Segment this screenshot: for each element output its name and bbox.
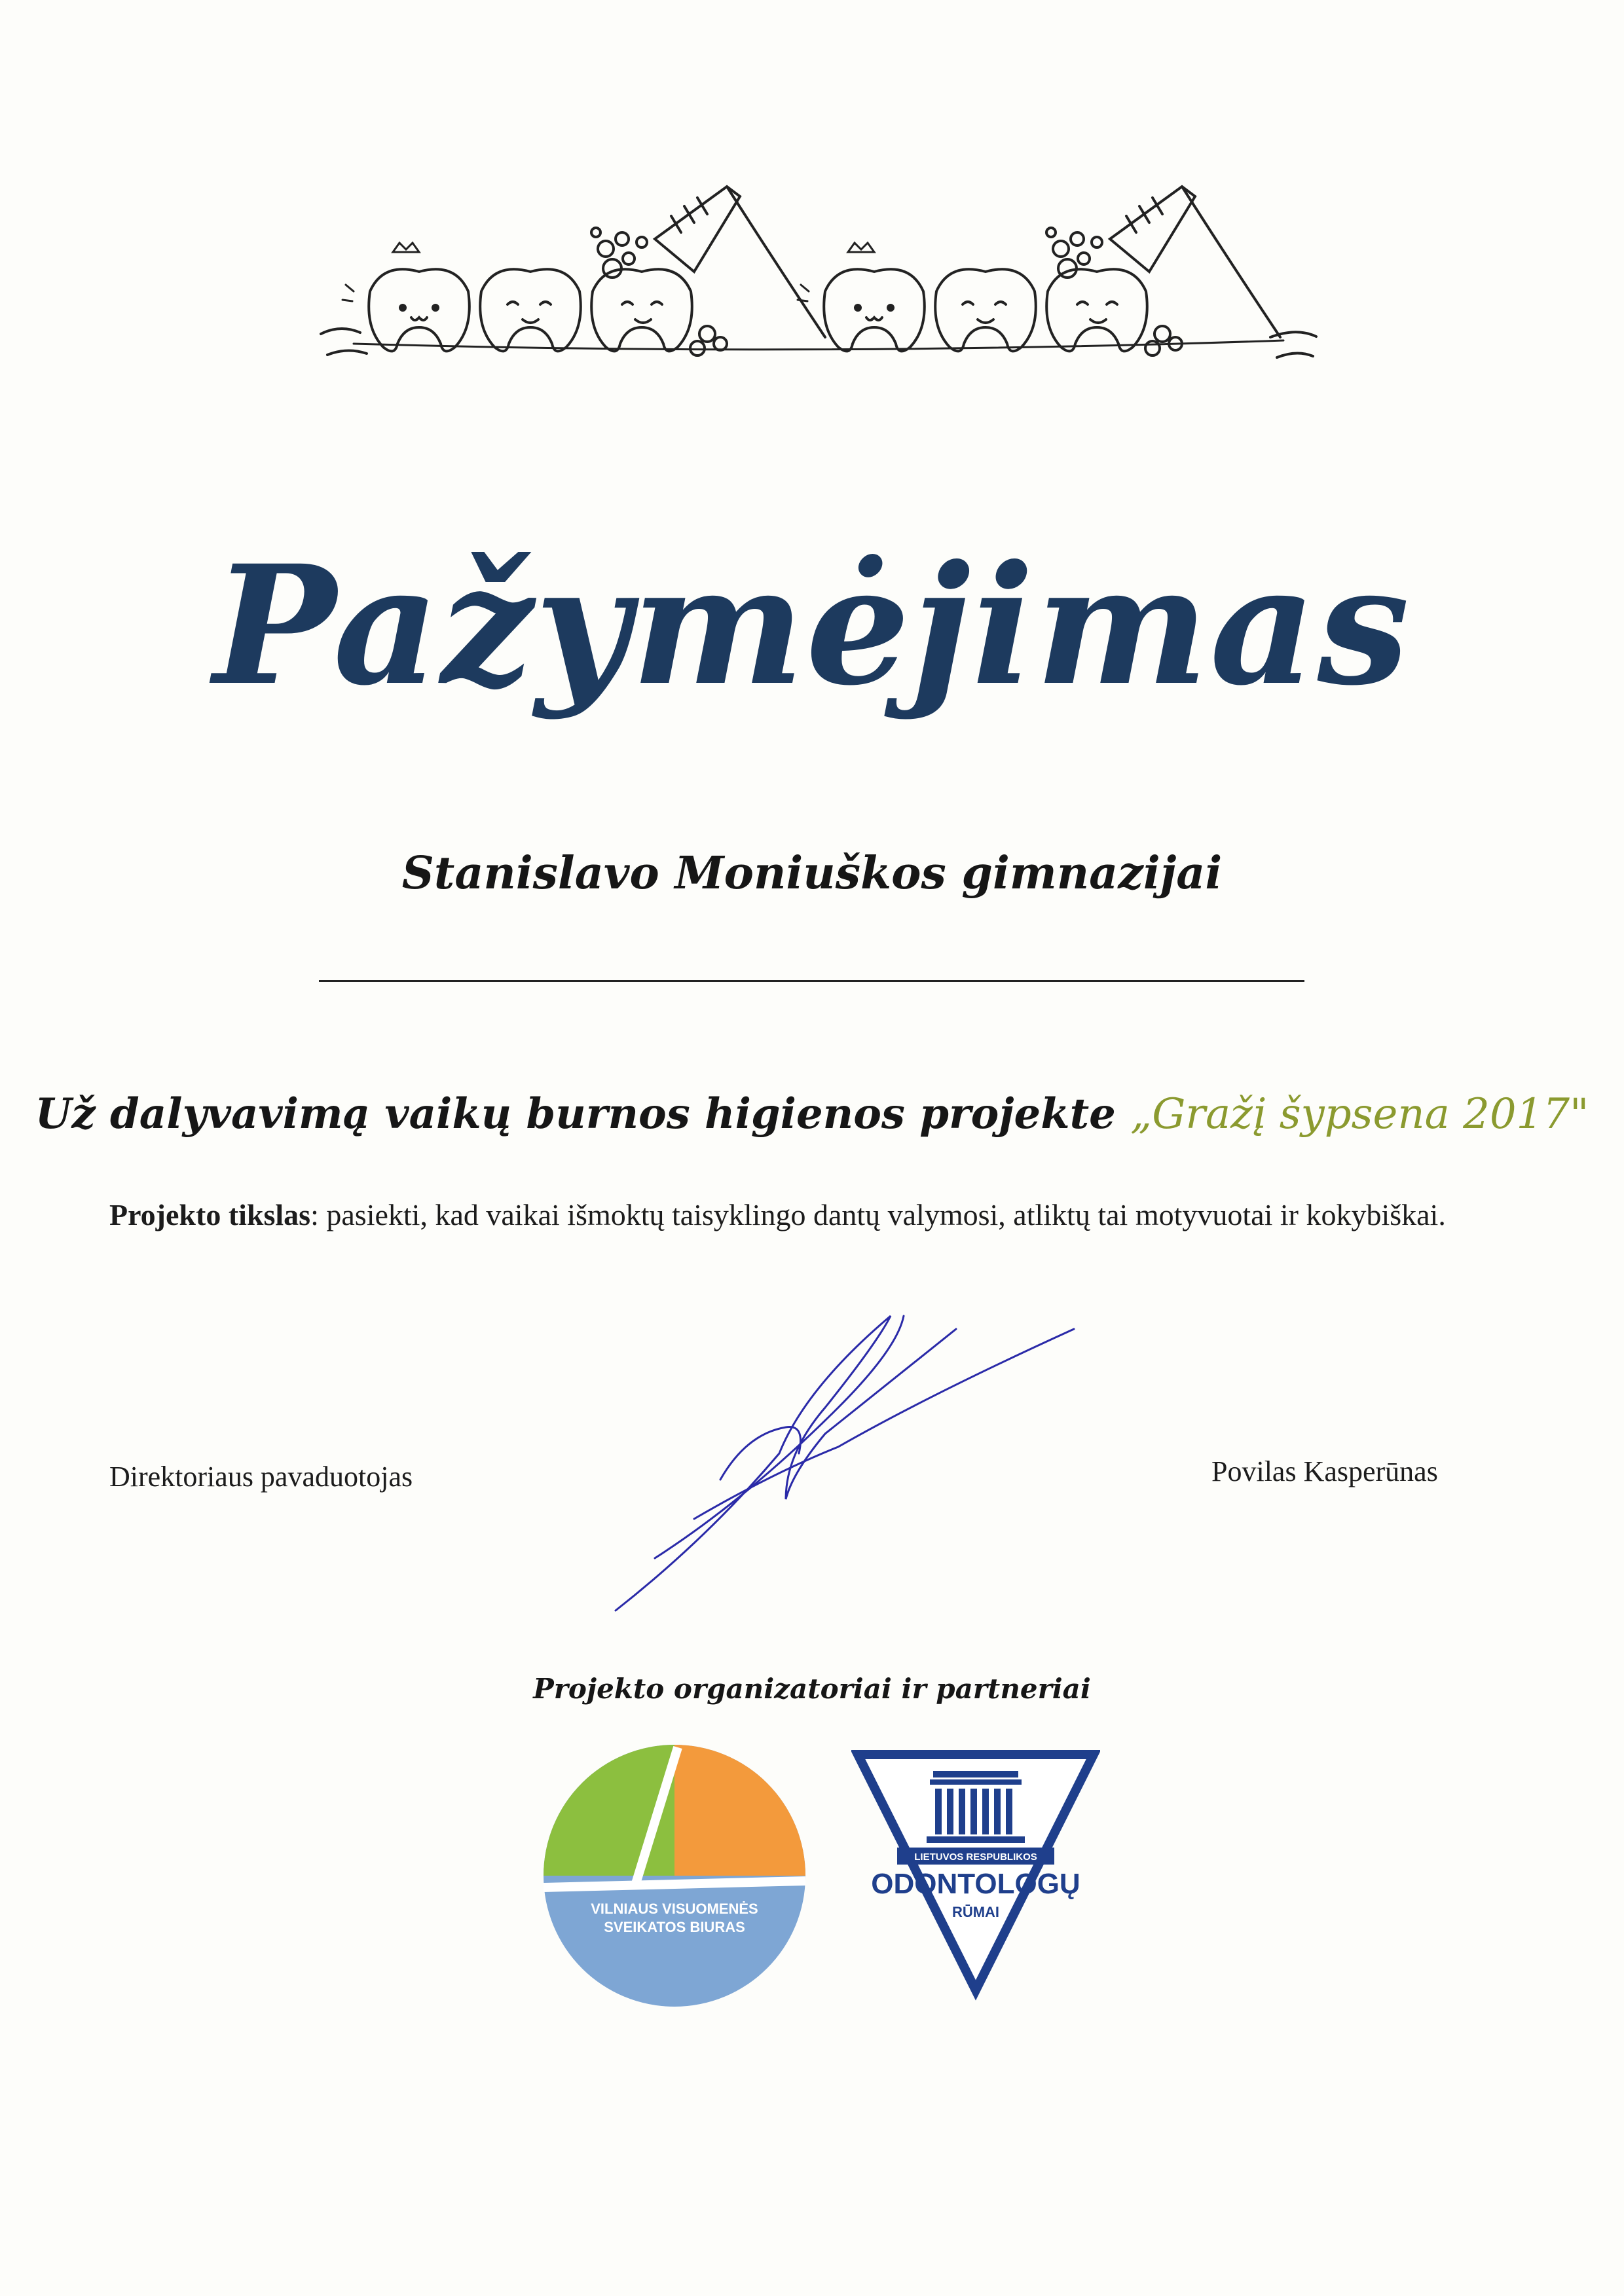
- odontologu-logo: [851, 1741, 1100, 2003]
- goal-label: Projekto tikslas: [109, 1198, 311, 1231]
- partners-heading: Projekto organizatoriai ir partneriai: [533, 1673, 1091, 1705]
- teeth-banner-icon: [314, 177, 1323, 399]
- participation-statement: [0, 1089, 1624, 1139]
- project-name: „Gražį šypsena 2017": [1130, 1090, 1589, 1139]
- odontologu-main: ODONTOLOGŲ: [871, 1868, 1080, 1900]
- purpose-prefix: Už dalyvavimą vaikų burnos higienos projekte: [35, 1089, 1116, 1139]
- recipient-name: Stanislavo Moniuškos gimnazijai: [401, 847, 1223, 900]
- signer-name: Povilas Kasperūnas: [1211, 1455, 1438, 1487]
- odontologu-bottom: RŪMAI: [951, 1904, 1000, 1920]
- vsb-line2: SVEIKATOS BIURAS: [604, 1919, 745, 1935]
- divider-line: [319, 980, 1304, 982]
- project-goal: [109, 1192, 1511, 1239]
- certificate-title: Pažymėjimas: [213, 529, 1411, 721]
- goal-text: : pasiekti, kad vaikai išmoktų taisyklingo dantų valymosi, atliktų tai motyvuotai ir kokybiškai.: [310, 1198, 1446, 1231]
- signer-role: Direktoriaus pavaduotojas: [109, 1461, 413, 1493]
- vsb-line1: VILNIAUS VISUOMENĖS: [591, 1901, 758, 1917]
- vsb-logo: [537, 1738, 812, 2013]
- odontologu-top: LIETUVOS RESPUBLIKOS: [914, 1851, 1037, 1863]
- signature-mark: [589, 1303, 1087, 1617]
